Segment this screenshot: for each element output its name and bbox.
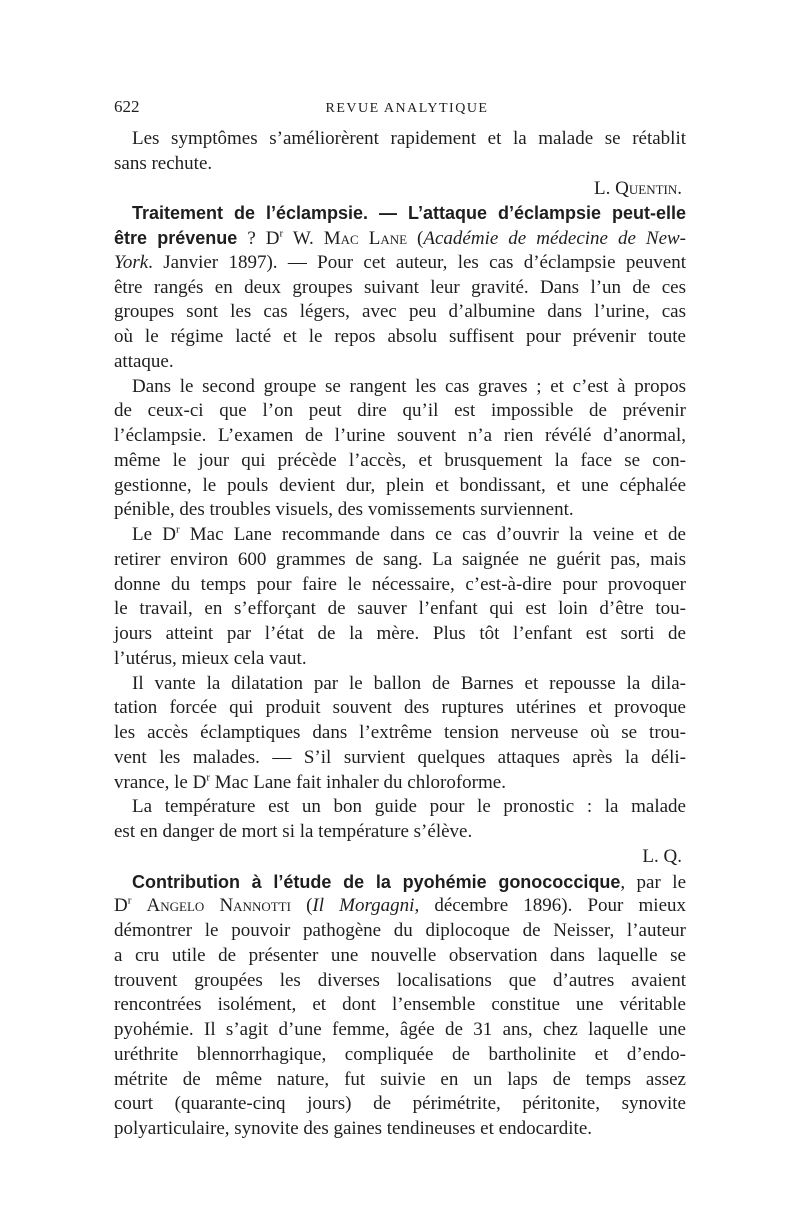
text-line: retirer environ 600 grammes de sang. La saignée ne guérit pas, mais: [114, 548, 686, 570]
author-signature: L. Quentin.: [594, 177, 682, 199]
text-line: l’éclampsie. L’examen de l’urine souvent n’a rien révélé d’anormal,: [114, 425, 686, 446]
text-line: uréthrite blennorrhagique, compliquée de bartholinite et d’endo-: [114, 1043, 686, 1065]
text-line: le travail, en s’efforçant de sauver l’enfant qui est loin d’être tou-: [114, 598, 686, 620]
body-text: [114, 127, 686, 1142]
author-signature: L. Q.: [642, 845, 682, 867]
text-line: même le jour qui précède l’accès, et brusquement la face se con-: [114, 449, 686, 471]
text-line: de ceux-ci que l’on peut dire qu’il est impossible de prévenir: [114, 400, 686, 422]
text-line: être rangés en deux groupes suivant leur gravité. Dans l’un de ces: [114, 276, 686, 298]
text-line: attaque.: [114, 350, 174, 372]
text-line: groupes sont les cas légers, avec peu d’albumine dans l’urine, cas: [114, 301, 686, 323]
text-line: jours atteint par l’état de la mère. Plus tôt l’enfant est sorti de: [114, 623, 686, 644]
text-line: La température est un bon guide pour le pronostic : la malade: [132, 796, 686, 818]
text-line: où le régime lacté et le repos absolu suffisent pour prévenir toute: [114, 326, 686, 347]
text-line: Les symptômes s’améliorèrent rapidement et la malade se rétablit: [132, 128, 686, 149]
text-line: trouvent groupées les diverses localisations que d’autres avaient: [114, 969, 686, 991]
text-line: vrance, le $D^r$ Mac Lane fait inhaler du chloroforme.: [114, 771, 506, 793]
text-line: les accès éclamptiques dans l’extrême tension nerveuse où se trou-: [114, 722, 686, 743]
text-line: être prévenue ? $D^r$ W. Mac Lane (Académie de médecine de New-: [114, 227, 687, 249]
text-line: vent les malades. — S’il survient quelques attaques après la déli-: [114, 746, 686, 768]
text-line: court (quarante-cinq jours) de périmétrite, péritonite, synovite: [114, 1093, 686, 1115]
text-line: démontrer le pouvoir pathogène du diplocoque de Neisser, l’auteur: [114, 920, 686, 941]
text-line: métrite de même nature, fut suivie en un laps de temps assez: [114, 1068, 686, 1090]
page-number: 622: [114, 97, 140, 116]
text-line: pénible, des troubles visuels, des vomissements surviennent.: [114, 499, 574, 521]
text-line: gestionne, le pouls devient dur, plein et bondissant, et une céphalée: [114, 474, 686, 496]
text-line: rencontrées isolément, et dont l’ensemble constitue une véritable: [114, 994, 686, 1016]
text-line: Dans le second groupe se rangent les cas graves ; et c’est à propos: [132, 375, 686, 397]
text-line: sans rechute.: [114, 152, 213, 174]
text-line: polyarticulaire, synovite des gaines tendineuses et endocardite.: [114, 1118, 593, 1139]
text-line: Il vante la dilatation par le ballon de Barnes et repousse la dila-: [132, 672, 686, 694]
text-line: $D^r$ Angelo Nannotti (Il Morgagni, décembre 1896). Pour mieux: [114, 894, 687, 917]
text-line: est en danger de mort si la température s’élève.: [114, 821, 473, 842]
article-heading: Contribution à l’étude de la pyohémie gonococcique, par le: [132, 871, 686, 893]
article-heading: Traitement de l’éclampsie. — L’attaque d’éclampsie peut-elle: [132, 203, 686, 224]
text-line: a cru utile de présenter une nouvelle observation dans laquelle se: [114, 944, 686, 966]
text-line: pyohémie. Il s’agit d’une femme, âgée de 31 ans, chez laquelle une: [114, 1019, 686, 1040]
journal-title: REVUE ANALYTIQUE: [325, 101, 489, 116]
text-line: tation forcée qui produit souvent des ruptures utérines et provoque: [114, 697, 686, 719]
text-line: York. Janvier 1897). — Pour cet auteur, les cas d’éclampsie peuvent: [114, 251, 686, 273]
text-line: l’utérus, mieux cela vaut.: [114, 647, 307, 669]
text-line: Le $D^r$ Mac Lane recommande dans ce cas d’ouvrir la veine et de: [132, 523, 686, 545]
running-header: [114, 97, 700, 121]
text-line: donne du temps pour faire le nécessaire, c’est-à-dire pour provoquer: [114, 573, 686, 595]
